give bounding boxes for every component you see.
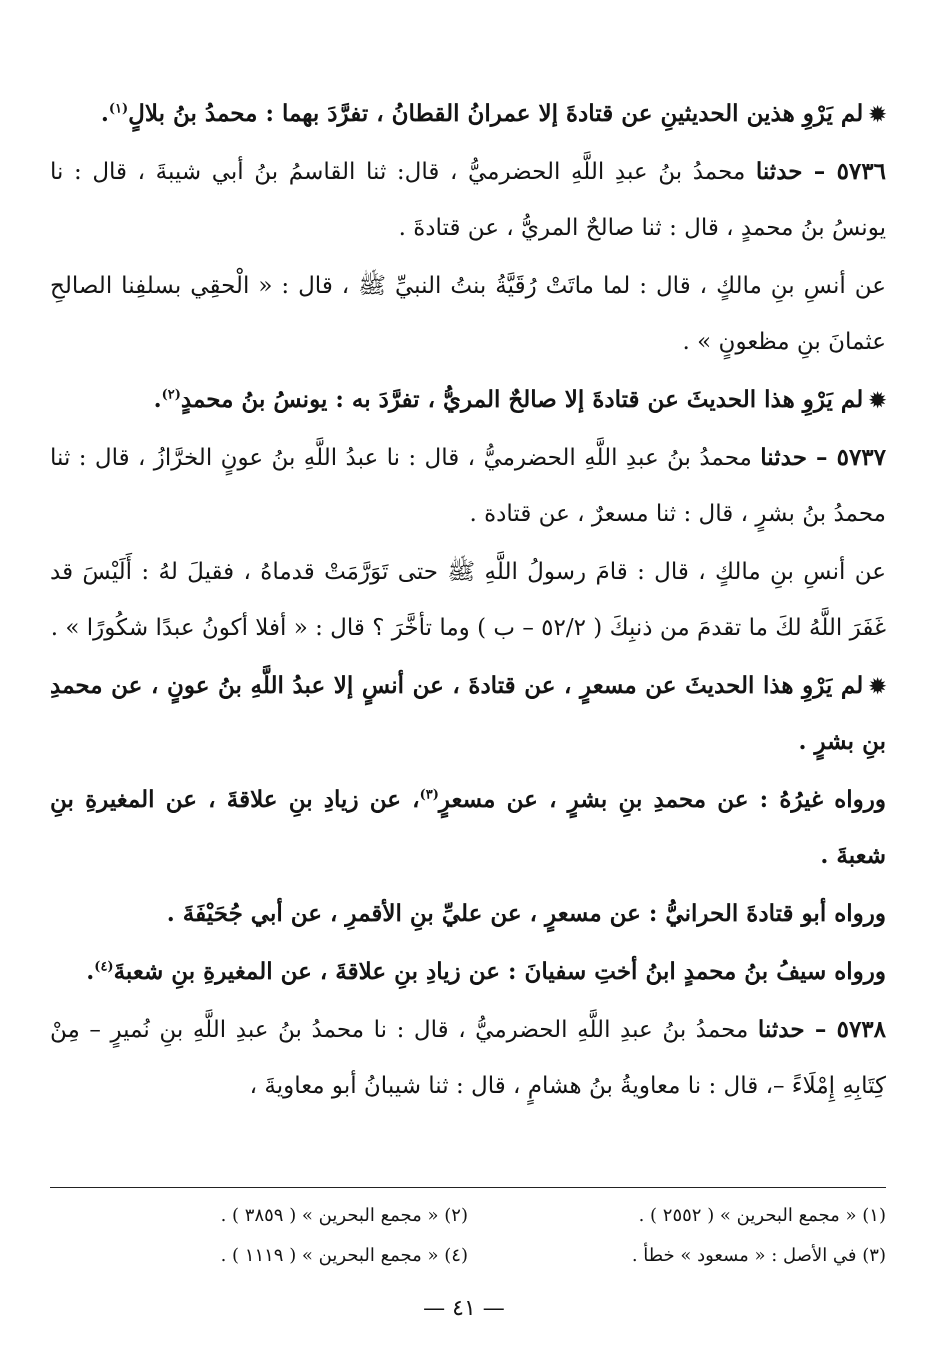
paragraph-10: ورواه سيفُ بنُ محمدٍ ابنُ أختِ سفيانَ : عن زيادِ بنِ علاقةَ ، عن المغيرةِ بنِ شعبةَ$^{(٤)}$.: [86, 958, 886, 985]
star-bullet-icon: ✹: [869, 102, 886, 126]
star-bullet-icon: ✹: [869, 388, 886, 412]
paragraph-11: ٥٧٣٨ – حدثنا محمدُ بنُ عبدِ اللَّهِ الحضرميُّ ، قال : نا محمدُ بنُ عبدِ اللَّهِ بنِ نُميرٍ – مِنْ كِتَابِهِ إِمْلَاءً –، قال : نا معاويةُ بنُ هشامٍ ، قال : ثنا شيبانُ أبو معاويةَ ،: [50, 1016, 887, 1099]
footnote-ref: (٣): [419, 787, 439, 803]
footnote-ref: (١): [108, 101, 129, 117]
star-bullet-icon: ✹: [869, 674, 886, 698]
paragraph-7: ✹لم يَرْوِ هذا الحديثَ عن مسعرٍ ، عن قتادةَ ، عن أنسٍ إلا عبدُ اللَّهِ بنُ عونٍ ، عن محمدِ بنِ بشرٍ .: [50, 672, 886, 755]
footnote-3: (٣) في الأصل : « مسعود » خطأ .: [631, 1245, 886, 1266]
hadith-number: ٥٧٣٧ – حدثنا: [760, 444, 887, 471]
page-number: — ٤١ —: [423, 1296, 505, 1321]
footnote-ref: (٢): [161, 387, 181, 403]
footnote-row: [50, 1196, 886, 1236]
paragraph-2: ٥٧٣٦ – حدثنا محمدُ بنُ عبدِ اللَّهِ الحضرميُّ ، قال: ثنا القاسمُ بنُ أبي شيبةَ ، قال : نا يونسُ بنُ محمدٍ ، قال : ثنا صالحٌ المريُّ ، عن قتادةَ .: [50, 158, 886, 241]
paragraph-1: ✹لم يَرْوِ هذين الحديثينِ عن قتادةَ إلا عمرانُ القطانُ ، تفرَّدَ بهما : محمدُ بنُ بلالٍ$^{(١)}$.: [100, 100, 886, 127]
paragraph-4: ✹لم يَرْوِ هذا الحديثَ عن قتادةَ إلا صالحٌ المريُّ ، تفرَّدَ به : يونسُ بنُ محمدٍ$^{(٢)}$.: [153, 386, 886, 413]
paragraph-5: ٥٧٣٧ – حدثنا محمدُ بنُ عبدِ اللَّهِ الحضرميُّ ، قال : نا عبدُ اللَّهِ بنُ عونٍ الخرَّازُ ، قال : ثنا محمدُ بنُ بشرٍ ، قال : ثنا مسعرٌ ، عن قتادة .: [50, 444, 887, 527]
footnote-1: (١) « مجمع البحرين » ( ٢٥٥٢ ) .: [638, 1205, 886, 1226]
hadith-number: ٥٧٣٦ – حدثنا: [755, 158, 886, 185]
footnote-2: (٢) « مجمع البحرين » ( ٣٨٥٩ ) .: [220, 1205, 468, 1226]
paragraph-6: عن أنسِ بنِ مالكٍ ، قال : قامَ رسولُ اللَّهِ ﷺ حتى تَوَرَّمَتْ قدماهُ ، فقيلَ لهُ : أَلَيْسَ قد غَفَرَ اللَّهُ لكَ ما تقدمَ من ذنبِكَ ( ٥٢/٢ – ب ) وما تأخَّرَ ؟ قال : « أفلا أكونُ عبدًا شكُورًا » .: [50, 559, 886, 641]
footnote-divider: [50, 1187, 886, 1188]
paragraph-3: عن أنسِ بنِ مالكٍ ، قال : لما ماتَتْ رُقَيَّةُ بنتُ النبيِّ ﷺ ، قال : « الْحقِي بسلفِنا الصالحِ عثمانَ بنِ مظعونٍ » .: [50, 273, 886, 355]
footnote-ref: (٤): [94, 959, 114, 975]
paragraph-9: ورواه أبو قتادةَ الحرانيُّ : عن مسعرٍ ، عن عليِّ بنِ الأقمرِ ، عن أبي جُحَيْفَةَ .: [166, 900, 886, 927]
footnote-row: [50, 1236, 886, 1276]
footnotes: [50, 1196, 886, 1276]
hadith-number: ٥٧٣٨ – حدثنا: [757, 1016, 887, 1043]
paragraph-8: ورواه غيرُهُ : عن محمدِ بنِ بشرٍ ، عن مسعرٍ$^{(٣)}$، عن زيادِ بنِ علاقةَ ، عن المغيرةِ بنِ شعبةَ .: [50, 786, 886, 869]
footnote-4: (٤) « مجمع البحرين » ( ١١١٩ ) .: [220, 1245, 468, 1266]
